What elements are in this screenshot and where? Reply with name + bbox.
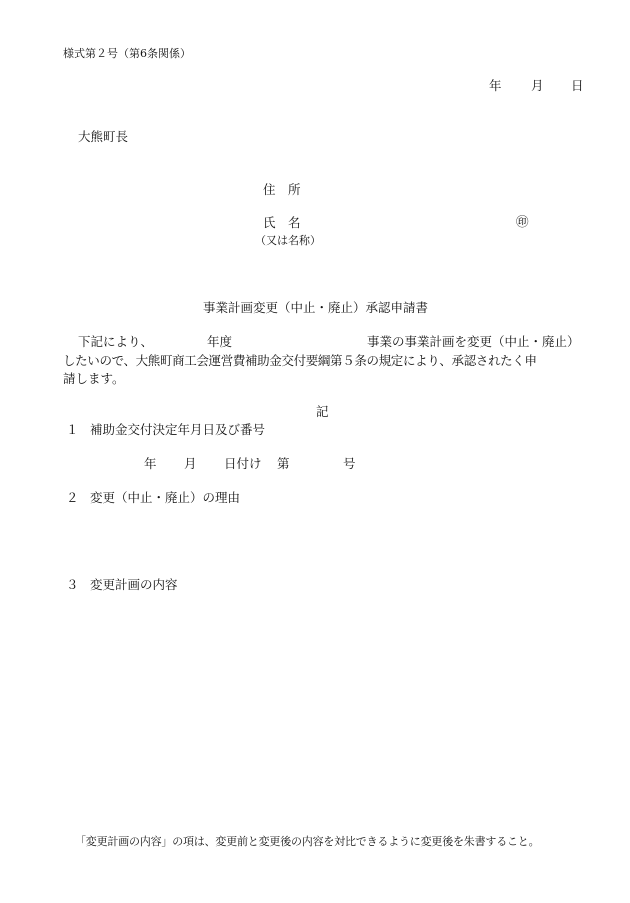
- name-note: （又は名称）: [255, 234, 321, 247]
- item-1-label: 補助金交付決定年月日及び番号: [90, 422, 266, 437]
- date-day: 日: [571, 78, 584, 93]
- body-line3: 請します。: [63, 371, 125, 386]
- item-1-number: １: [66, 422, 79, 437]
- body-line2: したいので、大熊町商工会運営費補助金交付要綱第５条の規定により、承認されたく申: [63, 353, 537, 368]
- decision-dai: 第: [277, 456, 290, 471]
- form-number: 様式第２号（第6条関係）: [63, 47, 191, 60]
- body-line1-part1: 下記により、: [78, 334, 154, 349]
- item-2-number: ２: [66, 490, 79, 505]
- seal-mark: ㊞: [516, 214, 529, 229]
- footnote: 「変更計画の内容」の項は、変更前と変更後の内容を対比できるように変更後を朱書すること。: [75, 835, 540, 848]
- decision-month: 月: [184, 456, 197, 471]
- document-title: 事業計画変更（中止・廃止）承認申請書: [203, 300, 429, 315]
- item-2-label: 変更（中止・廃止）の理由: [90, 490, 241, 505]
- address-label: 住 所: [263, 182, 301, 197]
- name-label: 氏 名: [263, 215, 301, 230]
- addressee: 大熊町長: [78, 129, 129, 144]
- decision-day-dated: 日付け: [224, 456, 262, 471]
- body-line1-part3: 事業の事業計画を変更（中止・廃止）: [367, 334, 580, 349]
- date-month: 月: [531, 78, 544, 93]
- decision-go: 号: [343, 456, 356, 471]
- body-line1-part2: 年度: [207, 334, 233, 349]
- item-3-number: ３: [66, 577, 79, 592]
- decision-year: 年: [144, 456, 157, 471]
- date-year: 年: [489, 78, 502, 93]
- ki-heading: 記: [316, 404, 329, 419]
- item-3-label: 変更計画の内容: [90, 577, 178, 592]
